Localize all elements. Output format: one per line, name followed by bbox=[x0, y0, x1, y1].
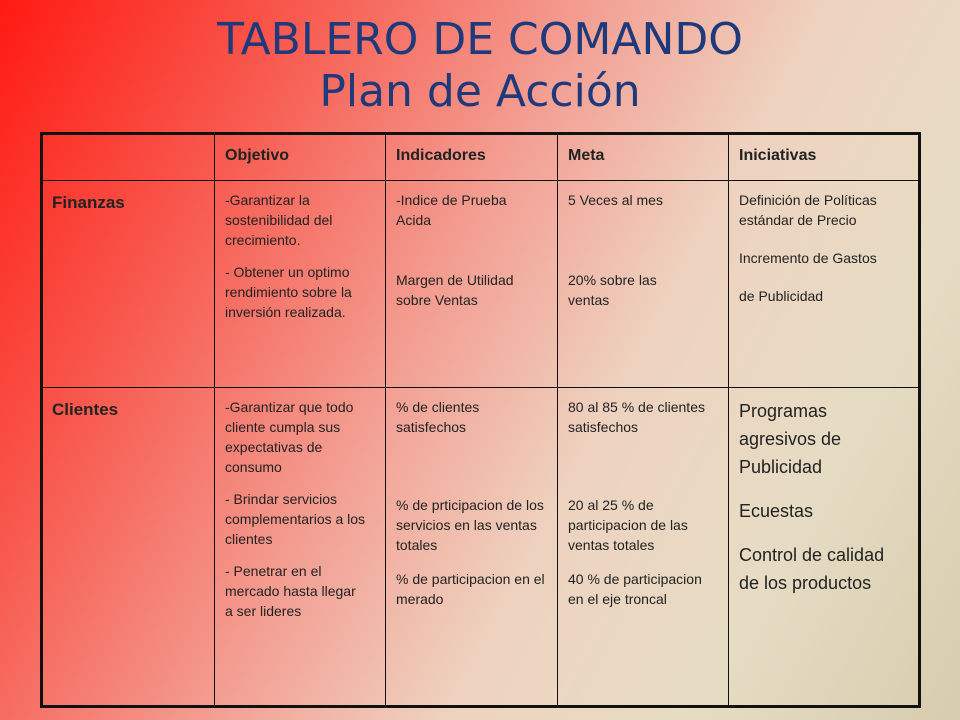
row-label-finanzas: Finanzas bbox=[43, 181, 215, 388]
finanzas-meta bbox=[558, 181, 729, 388]
clientes-objetivo-1: -Garantizar que todo cliente cumpla sus expectativas de consumo bbox=[225, 399, 354, 475]
clientes-indicadores-3: % de participacion en el merado bbox=[396, 571, 545, 607]
title-line-2: Plan de Acción bbox=[319, 66, 641, 117]
clientes-iniciativas-2: Ecuestas bbox=[739, 501, 814, 521]
header-cell-empty bbox=[43, 135, 215, 181]
finanzas-indicadores-1: -Indice de Prueba Acida bbox=[396, 192, 507, 228]
clientes-meta bbox=[558, 388, 729, 705]
clientes-objetivo-3: - Penetrar en el mercado hasta llegar a ser lideres bbox=[225, 563, 356, 619]
slide-title bbox=[0, 14, 960, 118]
finanzas-objetivo-2: - Obtener un optimo rendimiento sobre la inversión realizada. bbox=[225, 264, 352, 320]
action-plan-table bbox=[40, 132, 921, 708]
finanzas-meta-1: 5 Veces al mes bbox=[568, 192, 663, 208]
row-label-clientes: Clientes bbox=[43, 388, 215, 705]
header-iniciativas: Iniciativas bbox=[729, 135, 918, 181]
clientes-objetivo-2: - Brindar servicios complementarios a los clientes bbox=[225, 491, 366, 547]
finanzas-iniciativas-1: Definición de Políticas estándar de Precio bbox=[739, 192, 877, 228]
finanzas-iniciativas-3: de Publicidad bbox=[739, 288, 824, 304]
clientes-iniciativas-3: Control de calidad de los productos bbox=[739, 545, 885, 593]
header-meta: Meta bbox=[558, 135, 729, 181]
header-indicadores: Indicadores bbox=[386, 135, 558, 181]
finanzas-indicadores-2: Margen de Utilidad sobre Ventas bbox=[396, 272, 514, 308]
finanzas-indicadores bbox=[386, 181, 558, 388]
finanzas-objetivo-1: -Garantizar la sostenibilidad del crecimiento. bbox=[225, 192, 333, 248]
clientes-meta-1: 80 al 85 % de clientes satisfechos bbox=[568, 399, 705, 435]
clientes-indicadores bbox=[386, 388, 558, 705]
finanzas-meta-2: 20% sobre las ventas bbox=[568, 272, 657, 308]
clientes-indicadores-1: % de clientes satisfechos bbox=[396, 399, 480, 435]
header-objetivo: Objetivo bbox=[215, 135, 386, 181]
finanzas-iniciativas bbox=[729, 181, 918, 388]
clientes-objetivo bbox=[215, 388, 386, 705]
finanzas-iniciativas-2: Incremento de Gastos bbox=[739, 250, 877, 266]
finanzas-objetivo bbox=[215, 181, 386, 388]
clientes-meta-2: 20 al 25 % de participacion de las ventas totales bbox=[568, 497, 688, 553]
clientes-meta-3: 40 % de participacion en el eje troncal bbox=[568, 571, 702, 607]
title-line-1: TABLERO DE COMANDO bbox=[217, 14, 743, 65]
clientes-indicadores-2: % de prticipacion de los servicios en las ventas totales bbox=[396, 497, 544, 553]
clientes-iniciativas-1: Programas agresivos de Publicidad bbox=[739, 401, 842, 477]
clientes-iniciativas bbox=[729, 388, 918, 705]
